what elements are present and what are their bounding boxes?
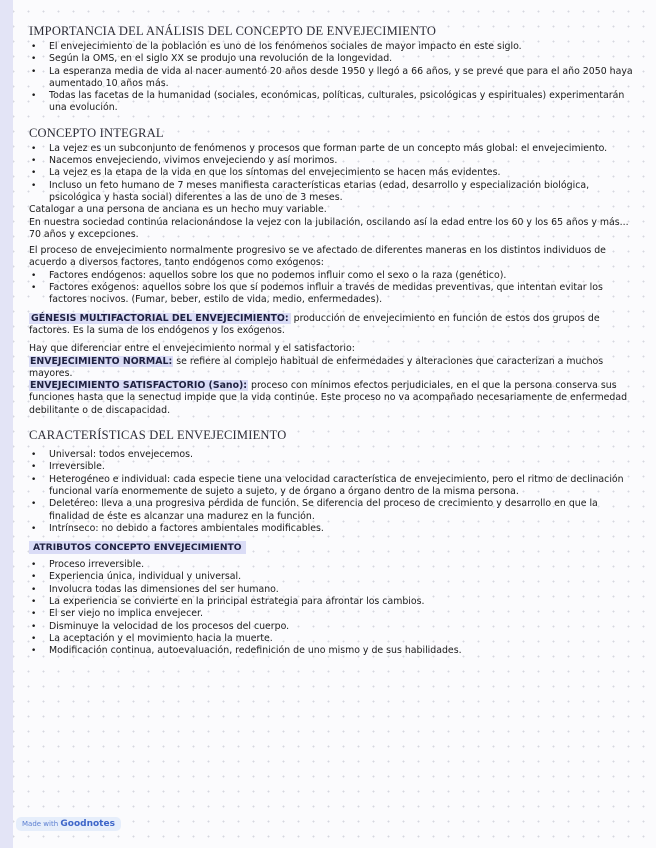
- importancia-list: [29, 41, 641, 115]
- list-item: • Modificación continua, autoevaluación, redefinición de uno mismo y de sus habilidades.: [29, 645, 641, 657]
- list-item: • El envejecimiento de la población es uno de los fenómenos sociales de mayor impacto en este siglo.: [29, 41, 641, 53]
- normal-paragraph: ENVEJECIMIENTO NORMAL: se refiere al complejo habitual de enfermedades y alteraciones que caracterizan a muchos mayores.: [29, 355, 604, 379]
- section-title-integral: CONCEPTO INTEGRAL: [29, 125, 164, 140]
- paragraph: El proceso de envejecimiento normalmente progresivo se ve afectado de diferentes maneras en los distintos individuos de acuerdo a diversos factores, tanto endógenos como exógenos:: [29, 245, 606, 269]
- satisfactorio-paragraph: ENVEJECIMIENTO SATISFACTORIO (Sano): proceso con mínimos efectos perjudiciales, en el que la persona conserva sus funciones hasta que la senectud impide que la vida continúe. Este proceso no va acompañado necesariamente de enfermedad debilitante o de discapacidad.: [29, 380, 628, 416]
- goodnotes-watermark: [16, 817, 121, 831]
- notes-content: [29, 24, 641, 657]
- list-item: • La vejez es la etapa de la vida en que los síntomas del envejecimiento se hacen más evidentes.: [29, 167, 641, 179]
- section-title-atributos: ATRIBUTOS CONCEPTO ENVEJECIMIENTO: [29, 541, 246, 554]
- highlight-term: GÉNESIS MULTIFACTORIAL DEL ENVEJECIMIENTO:: [31, 312, 289, 324]
- page-margin-strip: [0, 0, 13, 848]
- caracteristicas-list: [29, 449, 641, 535]
- list-item: • Todas las facetas de la humanidad (sociales, económicas, políticas, culturales, psicológicas y espirituales) experimentarán una evolución.: [29, 90, 641, 115]
- watermark-prefix: Made with: [22, 820, 59, 828]
- genesis-paragraph: GÉNESIS MULTIFACTORIAL DEL ENVEJECIMIENTO: producción de envejecimiento en función de estos dos grupos de factores. Es la suma de los endógenos y los exógenos.: [29, 312, 600, 336]
- list-item: • Irreversible.: [29, 461, 641, 473]
- list-item: • Disminuye la velocidad de los procesos del cuerpo.: [29, 621, 641, 633]
- list-item: • El ser viejo no implica envejecer.: [29, 608, 641, 620]
- atributos-list: [29, 559, 641, 657]
- list-item: • Heterogéneo e individual: cada especie tiene una velocidad característica de envejecimiento, pero el ritmo de declinación funcional varía enormemente de sujeto a sujeto, y de órgano a órgano dentro de la misma persona.: [29, 474, 641, 499]
- list-item: • La aceptación y el movimiento hacia la muerte.: [29, 633, 641, 645]
- factors-list: [29, 270, 641, 307]
- paragraph: Hay que diferenciar entre el envejecimiento normal y el satisfactorio:: [29, 343, 355, 355]
- list-item: • La experiencia se convierte en la principal estrategia para afrontar los cambios.: [29, 596, 641, 608]
- list-item: • Involucra todas las dimensiones del ser humano.: [29, 584, 641, 596]
- highlight-term: ENVEJECIMIENTO NORMAL:: [30, 355, 173, 367]
- list-item: • Universal: todos envejecemos.: [29, 449, 641, 461]
- list-item: • Deletéreo: lleva a una progresiva pérdida de función. Se diferencia del proceso de crecimiento y desarrollo en que la finalidad de éste es alcanzar una madurez en la función.: [29, 498, 641, 523]
- paragraph: En nuestra sociedad continúa relacionándose la vejez con la jubilación, oscilando así la edad entre los 60 y los 65 años y más... 70 años y excepciones.: [29, 216, 629, 240]
- list-item: • Incluso un feto humano de 7 meses manifiesta características etarias (edad, desarrollo y especialización biológica, psicológica y hasta social) diferentes a las de uno de 3 meses.: [29, 180, 641, 205]
- list-item: • La vejez es un subconjunto de fenómenos y procesos que forman parte de un concepto más global: el envejecimiento.: [29, 143, 641, 155]
- section-title-caracteristicas: CARACTERÍSTICAS DEL ENVEJECIMIENTO: [29, 428, 287, 443]
- paragraph: Catalogar a una persona de anciana es un hecho muy variable.: [29, 204, 327, 216]
- list-item: • Proceso irreversible.: [29, 559, 641, 571]
- highlight-term: ENVEJECIMIENTO SATISFACTORIO (Sano):: [30, 380, 248, 392]
- list-item: • Intrínseco: no debido a factores ambientales modificables.: [29, 523, 641, 535]
- section-title-importancia: IMPORTANCIA DEL ANÁLISIS DEL CONCEPTO DE ENVEJECIMIENTO: [29, 24, 437, 38]
- list-item: • Factores endógenos: aquellos sobre los que no podemos influir como el sexo o la raza (genético).: [29, 270, 641, 282]
- watermark-brand: Goodnotes: [60, 819, 115, 829]
- list-item: • Factores exógenos: aquellos sobre los que sí podemos influir a través de medidas preventivas, que intentan evitar los factores nocivos. (Fumar, beber, estilo de vida, medio, enfermedades).: [29, 282, 641, 307]
- list-item: • Según la OMS, en el siglo XX se produjo una revolución de la longevidad.: [29, 53, 641, 65]
- list-item: • Nacemos envejeciendo, vivimos envejeciendo y así morimos.: [29, 155, 641, 167]
- list-item: • La esperanza media de vida al nacer aumentó 20 años desde 1950 y llegó a 66 años, y se prevé que para el año 2050 haya aumentado 10 años más.: [29, 66, 641, 91]
- integral-list: [29, 143, 641, 204]
- list-item: • Experiencia única, individual y universal.: [29, 571, 641, 583]
